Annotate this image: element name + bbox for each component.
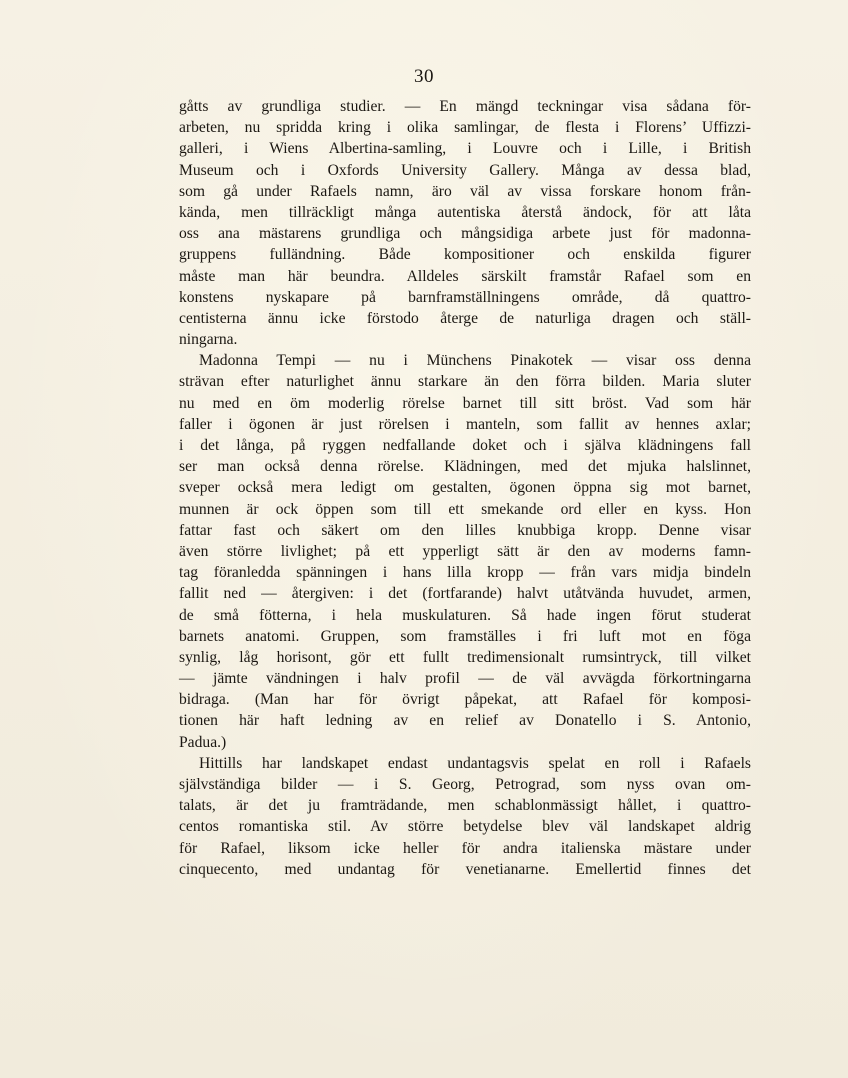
text-line: barnets anatomi. Gruppen, som framställes i fri luft mot en föga (179, 627, 751, 645)
text-line: självständiga bilder — i S. Georg, Petrograd, som nyss ovan om- (179, 776, 751, 793)
text-line: fallit ned — återgiven: i det (fortfarande) halvt utåtvända huvudet, armen, (179, 585, 751, 603)
body-text (179, 96, 751, 880)
text-line: cinquecento, med undantag för venetianarne. Emellertid finnes det (179, 860, 751, 878)
text-line: strävan efter naturlighet ännu starkare än den förra bilden. Maria sluter (179, 373, 751, 391)
text-line: tag föranledda spänningen i hans lilla kropp — från vars midja bindeln (179, 564, 751, 582)
page-number: 30 (414, 66, 434, 87)
text-line: måste man här beundra. Alldeles särskilt framstår Rafael som en (179, 267, 751, 285)
text-line: de små fötterna, i hela muskulaturen. Så hade ingen förut studerat (179, 606, 751, 624)
text-line: i det långa, på ryggen nedfallande doket och i själva klädningens fall (179, 437, 751, 454)
text-line: tionen här haft ledning av en relief av Donatello i S. Antonio, (179, 712, 751, 730)
text-line: gruppens fulländning. Både kompositioner och enskilda figurer (179, 246, 751, 264)
text-line: Madonna Tempi — nu i Münchens Pinakotek — visar oss denna (199, 352, 751, 370)
text-line: talats, är det ju framträdande, men schablonmässigt hållet, i quattro- (179, 797, 751, 815)
text-line: centisterna ännu icke förstodo återge de naturliga dragen och ställ- (179, 309, 751, 327)
text-line: nu med en öm moderlig rörelse barnet till sitt bröst. Vad som här (179, 394, 751, 412)
text-line: synlig, låg horisont, gör ett fullt tredimensionalt rumsintryck, till vilket (179, 648, 751, 666)
text-line: Hittills har landskapet endast undantagsvis spelat en roll i Rafaels (199, 754, 751, 772)
text-line: centos romantiska stil. Av större betydelse blev väl landskapet aldrig (179, 818, 751, 836)
text-line: faller i ögonen är just rörelsen i manteln, som fallit av hennes axlar; (179, 415, 751, 433)
text-line: sveper också mera ledigt om gestalten, ögonen öppna sig mot barnet, (179, 479, 751, 497)
text-line: kända, men tillräckligt många autentiska återstå ändock, för att låta (179, 203, 751, 221)
text-line: konstens nyskapare på barnframställningens område, då quattro- (179, 288, 751, 306)
text-line: — jämte vändningen i halv profil — de väl avvägda förkortningarna (179, 670, 751, 688)
text-line: gåtts av grundliga studier. — En mängd teckningar visa sådana för- (179, 98, 751, 115)
text-line: Museum och i Oxfords University Gallery. Många av dessa blad, (179, 161, 751, 179)
text-line: Padua.) (179, 733, 227, 751)
text-line: fattar fast och säkert om den lilles knubbiga kropp. Denne visar (179, 521, 751, 539)
text-line: galleri, i Wiens Albertina-samling, i Louvre och i Lille, i British (179, 140, 751, 158)
text-line: munnen är ock öppen som till ett smekande ord eller en kyss. Hon (179, 500, 751, 518)
text-line: som gå under Rafaels namn, äro väl av vissa forskare honom från- (179, 182, 751, 200)
text-line: även större livlighet; på ett ypperligt sätt är den av moderns famn- (179, 542, 751, 560)
text-line: ningarna. (179, 331, 238, 349)
text-line: oss ana mästarens grundliga och mångsidiga arbete just för madonna- (179, 225, 751, 243)
text-line: ser man också denna rörelse. Klädningen, med det mjuka halslinnet, (179, 458, 751, 476)
text-line: arbeten, nu spridda kring i olika samlingar, de flesta i Florens’ Uffizzi- (179, 119, 751, 137)
text-line: bidraga. (Man har för övrigt påpekat, att Rafael för komposi- (179, 691, 751, 709)
text-line: för Rafael, liksom icke heller för andra italienska mästare under (179, 839, 751, 857)
